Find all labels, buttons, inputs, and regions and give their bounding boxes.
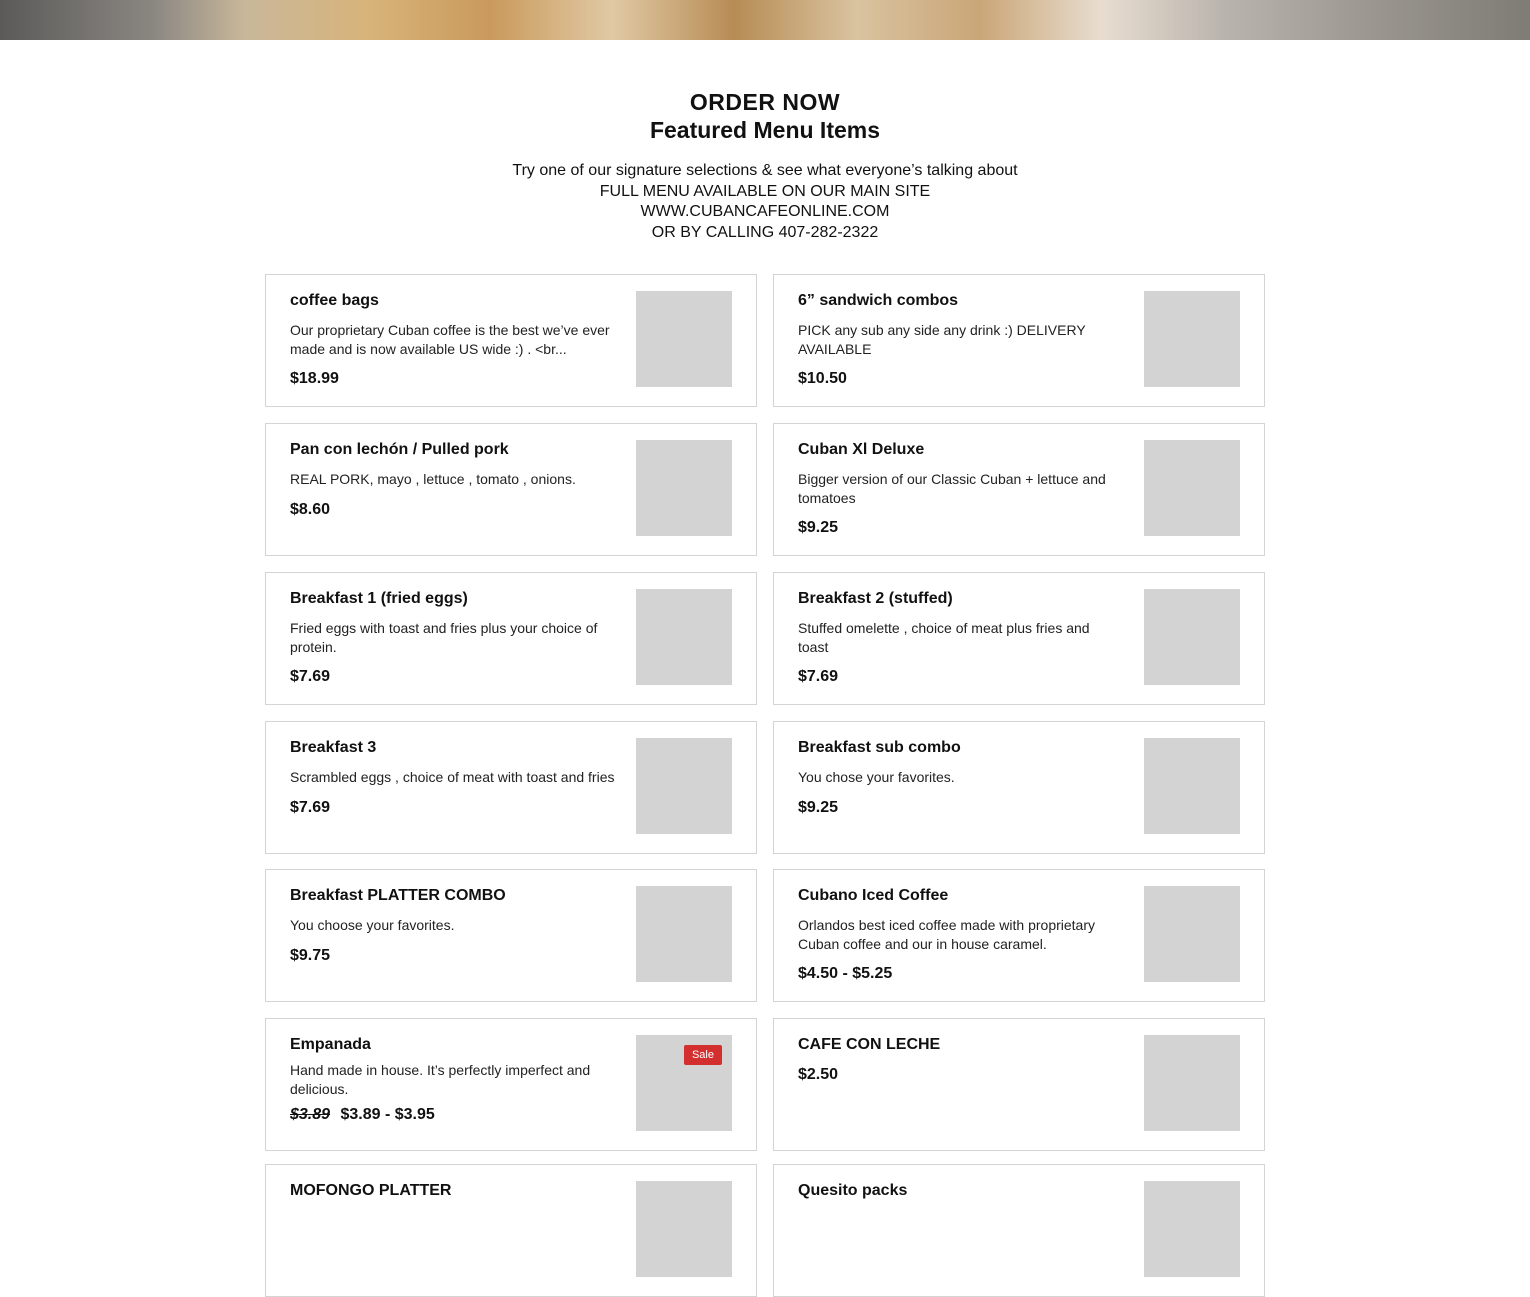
- sale-badge: Sale: [684, 1045, 722, 1065]
- item-image-placeholder: [636, 886, 732, 982]
- item-name: Cubano Iced Coffee: [798, 887, 949, 904]
- menu-item-card[interactable]: [265, 869, 757, 1002]
- item-price: $7.69: [290, 798, 331, 816]
- item-image-placeholder: [636, 589, 732, 685]
- menu-item-card[interactable]: [265, 1164, 757, 1297]
- item-name: MOFONGO PLATTER: [290, 1182, 452, 1199]
- header-line: FULL MENU AVAILABLE ON OUR MAIN SITE: [599, 182, 931, 200]
- item-description: Bigger version of our Classic Cuban + lettuce and tomatoes: [798, 471, 1106, 506]
- item-image-placeholder: [1144, 589, 1240, 685]
- menu-item-card[interactable]: [773, 423, 1265, 556]
- item-description: You choose your favorites.: [290, 917, 455, 933]
- item-description: Our proprietary Cuban coffee is the best we’ve ever made and is now available US wide :) . <br...: [290, 322, 610, 357]
- menu-item-card[interactable]: [773, 572, 1265, 705]
- item-price: $18.99: [290, 370, 339, 387]
- header-line: OR BY CALLING 407-282-2322: [651, 224, 879, 242]
- menu-item-card[interactable]: [773, 721, 1265, 854]
- item-price: $7.69: [798, 668, 839, 685]
- menu-item-card[interactable]: [265, 1018, 757, 1151]
- item-description: REAL PORK, mayo , lettuce , tomato , onions.: [290, 471, 576, 487]
- item-name: Cuban Xl Deluxe: [798, 441, 925, 458]
- header-line: WWW.CUBANCAFEONLINE.COM: [640, 203, 890, 221]
- order-now-heading: ORDER NOW: [689, 89, 841, 115]
- item-price: $9.75: [290, 946, 331, 964]
- item-image-placeholder: [636, 738, 732, 834]
- item-image: [636, 440, 732, 536]
- item-name: Breakfast 3: [290, 739, 377, 756]
- item-name: Pan con lechón / Pulled pork: [290, 441, 509, 458]
- item-name: Quesito packs: [798, 1182, 908, 1199]
- item-price: $7.69: [290, 668, 331, 685]
- featured-header: [0, 88, 1530, 244]
- item-old-price: $3.89: [290, 1106, 331, 1123]
- item-image-placeholder: [1144, 1181, 1240, 1277]
- item-name: CAFE CON LECHE: [798, 1036, 941, 1053]
- item-image: [1144, 291, 1240, 387]
- item-image-placeholder: [1144, 738, 1240, 834]
- item-image: [636, 291, 732, 387]
- menu-item-card[interactable]: [265, 721, 757, 854]
- menu-item-card[interactable]: [773, 1018, 1265, 1151]
- header-description: [0, 161, 1530, 244]
- item-price: $9.25: [798, 798, 839, 816]
- menu-item-card[interactable]: [773, 869, 1265, 1002]
- item-price: $10.50: [798, 370, 847, 387]
- item-price: $2.50: [798, 1066, 839, 1083]
- item-description: Stuffed omelette , choice of meat plus fries and toast: [798, 620, 1090, 655]
- item-description: Scrambled eggs , choice of meat with toast and fries: [290, 769, 615, 785]
- item-price: $8.60: [290, 500, 331, 518]
- item-name: 6” sandwich combos: [798, 292, 959, 309]
- menu-item-card[interactable]: [265, 572, 757, 705]
- menu-item-card[interactable]: [265, 423, 757, 556]
- item-description: You chose your favorites.: [798, 769, 955, 785]
- item-name: coffee bags: [290, 292, 379, 309]
- item-image: [1144, 440, 1240, 536]
- item-description: Orlandos best iced coffee made with proprietary Cuban coffee and our in house caramel.: [798, 917, 1096, 952]
- featured-heading: Featured Menu Items: [649, 117, 881, 143]
- item-image-placeholder: [1144, 1035, 1240, 1131]
- menu-item-card[interactable]: [773, 274, 1265, 407]
- menu-item-card[interactable]: [265, 274, 757, 407]
- item-description: Fried eggs with toast and fries plus your choice of protein.: [290, 620, 598, 655]
- item-image-placeholder: [636, 1035, 732, 1131]
- item-price: [290, 1106, 615, 1124]
- item-description: PICK any sub any side any drink :) DELIVERY AVAILABLE: [798, 322, 1086, 357]
- menu-item-card[interactable]: [773, 1164, 1265, 1297]
- item-name: Empanada: [290, 1036, 371, 1053]
- item-description: Hand made in house. It’s perfectly imperfect and delicious.: [290, 1062, 591, 1097]
- item-image-placeholder: [636, 1181, 732, 1277]
- item-price: $9.25: [798, 519, 839, 536]
- item-name: Breakfast 1 (fried eggs): [290, 590, 468, 607]
- item-price: $4.50 - $5.25: [798, 965, 893, 982]
- item-name: Breakfast 2 (stuffed): [798, 590, 953, 607]
- item-image-placeholder: [1144, 886, 1240, 982]
- hero-banner-image: [0, 0, 1530, 40]
- item-name: Breakfast sub combo: [798, 739, 961, 756]
- header-line: Try one of our signature selections & see what everyone’s talking about: [512, 162, 1018, 179]
- item-name: Breakfast PLATTER COMBO: [290, 887, 506, 904]
- item-sale-price: $3.89 - $3.95: [340, 1106, 435, 1123]
